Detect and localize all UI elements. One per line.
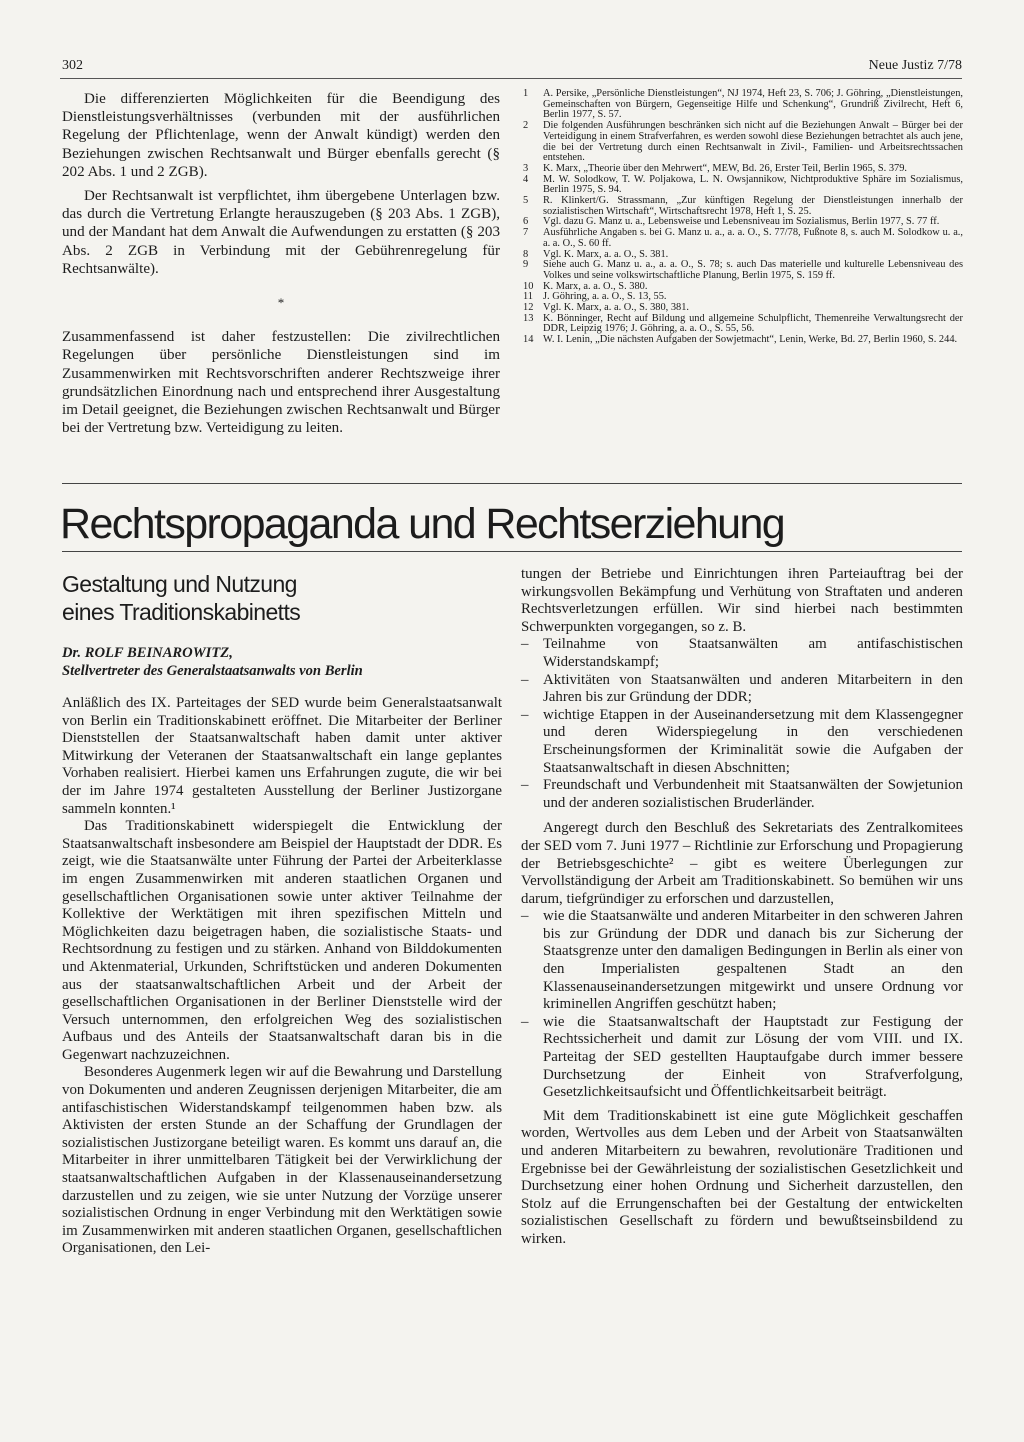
article-right-column (521, 566, 963, 1249)
footnote-text: R. Klinkert/G. Strassmann, „Zur künftigen Regelung der Dienstleistungen innerhalb der sozialistischen Wirtschaft“, Wirtschaftsrecht 1978, Heft 1, S. 25. (543, 195, 963, 217)
footnote-number: 3 (523, 162, 529, 174)
footnote-number: 10 (523, 280, 534, 292)
footnote-text: K. Marx, „Theorie über den Mehrwert“, MEW, Bd. 26, Erster Teil, Berlin 1965, S. 379. (543, 162, 908, 174)
footnote-number: 1 (523, 88, 529, 99)
paragraph: Angeregt durch den Beschluß des Sekretariats des Zentralkomitees der SED vom 7. Juni 1977 – Richtlinie zur Erforschung und Propagierung der Betriebsgeschichte² – gibt es weitere Überlegungen zur Vervollständigung der Arbeit am Traditionskabinett. So bemühen wir uns darum, tiefgründiger zu erforschen und darzustellen, (521, 820, 963, 907)
section-rule-top (62, 483, 962, 484)
footnote-number: 13 (523, 312, 534, 324)
list-item (521, 1014, 963, 1102)
footnotes (523, 89, 963, 346)
footnote-text: Die folgenden Ausführungen beschränken sich nicht auf die Beziehungen Anwalt – Bürger bei der Verteidigung in einem Strafverfahren, es werden sowohl diese Beziehungen betrachtet als auch jene, die bei der Vertretung durch einen Rechtsanwalt in Zivil-, Familien- und Arbeitsrechtssachen entstehen. (543, 120, 963, 164)
section-title: Rechtspropaganda und Rechtserziehung (60, 500, 785, 548)
footnote-number: 11 (523, 291, 534, 303)
section-rule-bottom (62, 551, 962, 552)
list-item-text: wie die Staatsanwälte und anderen Mitarbeiter in den schweren Jahren bis zur Gründung der DDR und danach bis zur Sicherung der Staatsgrenze unter den damaligen Bedingungen in Berlin als einer von den Imperialisten gespaltenen Stadt an den Klassenauseinandersetzungen mitgewirkt und unsere Ordnung vor kriminellen Angriffen geschützt haben; (543, 908, 963, 1013)
footnote-text: Vgl. K. Marx, a. a. O., S. 381. (543, 248, 669, 260)
footnote-text: Siehe auch G. Manz u. a., a. a. O., S. 78; s. auch Das materielle und kulturelle Lebensniveau des Volkes und seine volkswirtschaftliche Planung, Berlin 1975, S. 159 ff. (543, 259, 963, 281)
footnote-text: K. Marx, a. a. O., S. 380. (543, 280, 648, 292)
list-item (521, 672, 963, 707)
list-dash: – (521, 636, 529, 653)
list-dash: – (521, 908, 529, 925)
footnote (523, 314, 963, 335)
footnote-text: W. I. Lenin, „Die nächsten Aufgaben der Sowjetmacht“, Lenin, Werke, Bd. 27, Berlin 1960, S. 244. (543, 334, 958, 346)
list-dash: – (521, 1013, 529, 1030)
list-dash: – (521, 777, 529, 794)
conclusion-paragraph: Zusammenfassend ist daher festzustellen: Die zivilrechtlichen Regelungen über persönliche Dienstleistungen sind im Zusammenwirken mit Rechtsvorschriften anderer Rechtszweige ihrer grundsätzlichen Einordnung nach und entsprechend ihrer Ausgestaltung im Detail geeignet, die Beziehungen zwischen Rechtsanwalt und Bürger bei der Vertretung bzw. Verteidigung zu leiten. (62, 329, 500, 437)
header-rule (60, 78, 962, 79)
section-separator: * (277, 295, 285, 311)
list-item-text: Aktivitäten von Staatsanwälten und anderen Mitarbeitern in den Jahren bis zur Gründung der DDR; (543, 671, 963, 706)
article-header (62, 570, 502, 680)
footnote-number: 4 (523, 173, 529, 185)
footnote-text: M. W. Solodkow, T. W. Poljakowa, L. N. Owsjannikow, Nichtproduktive Sphäre im Sozialismus, Berlin 1975, S. 94. (543, 173, 963, 196)
article-title-continued: eines Traditionskabinetts (62, 599, 301, 625)
footnote-number: 6 (523, 216, 529, 228)
list-item (521, 636, 963, 671)
footnote (523, 260, 963, 281)
list-item-text: wichtige Etappen in der Auseinandersetzung mit dem Klassengegner und deren Widerspiegelung in den verschiedenen Erscheinungsformen der Kriminalität sowie die Aufgaben der Staatsanwaltschaft in diesen Abschnitten; (543, 706, 963, 776)
footnote (523, 175, 963, 196)
footnote-number: 2 (523, 120, 529, 132)
footnote-text: K. Bönninger, Recht auf Bildung und allgemeine Schulpflicht, Themenreihe Verwaltungsrecht der DDR, Leipzig 1976; J. Göhring, a. a. O., S. 55, 56. (543, 312, 963, 335)
list-item-text: Teilnahme von Staatsanwälten am antifaschistischen Widerstandskampf; (543, 636, 963, 670)
list-item (521, 707, 963, 777)
footnote-number: 7 (523, 227, 529, 239)
top-left-column (62, 90, 500, 437)
list-dash: – (521, 671, 529, 688)
paragraph: Besonderes Augenmerk legen wir auf die Bewahrung und Darstellung von Dokumenten und anderen Zeugnissen derjenigen Mitarbeiter, die am antifaschistischen Widerstandskampf teilgenommen haben bzw. als Aktivisten der ersten Stunde an der Schaffung der Grundlagen der sozialistischen Justizorgane beteiligt waren. Es kommt uns darauf an, die Mitarbeiter in ihrer unmittelbaren Tätigkeit bei der Verwirklichung der staatsanwaltschaftlichen Aufgaben in der Klassenauseinandersetzung darzustellen und zu zeigen, wie sie unter Nutzung der Vorzüge unserer sozialistischen Ordnung in enger Verbindung mit den Werktätigen sowie im Zusammenwirken mit anderen staatlichen Organen, gesellschaftlichen Organisationen, den Lei- (62, 1064, 502, 1257)
footnote (523, 196, 963, 217)
list-item-text: wie die Staatsanwaltschaft der Hauptstadt zur Festigung der Rechtssicherheit und damit zur Lösung der vom VIII. und IX. Parteitag der SED gestellten Hauptaufgabe durch immer bessere Durchsetzung der Einheit von Strafverfolgung, Gesetzlichkeitsaufsicht und Öffentlichkeitsarbeit beiträgt. (543, 1013, 963, 1101)
paragraph: tungen der Betriebe und Einrichtungen ihren Parteiauftrag bei der wirkungsvollen Bekämpfung und Verhütung von Straftaten und anderen Rechtsverletzungen erfüllen. Wir sind hierbei nach bestimmten Schwerpunkten vorgegangen, so z. B. (521, 566, 963, 635)
footnote-number: 9 (523, 259, 529, 271)
list-item (521, 908, 963, 1014)
footnote-text: J. Göhring, a. a. O., S. 13, 55. (543, 291, 667, 303)
list-dash: – (521, 706, 529, 723)
list-item-text: Freundschaft und Verbundenheit mit Staatsanwälten der Sowjetunion und der anderen sozialistischen Bruderländer. (543, 777, 963, 811)
footnote (523, 228, 963, 249)
footnote (523, 335, 963, 346)
footnote-text: Ausführliche Angaben s. bei G. Manz u. a., a. a. O., S. 77/78, Fußnote 8, s. auch M. Solodkow u. a., a. a. O., S. 60 ff. (543, 227, 963, 249)
paragraph: Der Rechtsanwalt ist verpflichtet, ihm übergebene Unterlagen bzw. das durch die Vertretung Erlangte herauszugeben (§ 203 Abs. 1 ZGB), und der Mandant hat dem Anwalt die Aufwendungen zu erstatten (§ 203 Abs. 2 ZGB in Verbindung mit der Gebührenregelung für Rechtsanwälte). (62, 188, 500, 277)
footnote-number: 14 (523, 334, 534, 346)
footnote-text: A. Persike, „Persönliche Dienstleistungen“, NJ 1974, Heft 23, S. 706; J. Göhring, „Dienstleistungen, Gemeinschaften von Bürgern, Gegenseitige Hilfe und Schenkung“, Grundriß Zivilrecht, Heft 6, Berlin 1977, S. 57. (543, 88, 963, 121)
journal-issue: Neue Justiz 7/78 (868, 58, 962, 73)
footnote-number: 5 (523, 195, 529, 207)
footnote-number: 8 (523, 248, 529, 260)
article-title: Gestaltung und Nutzung (62, 571, 297, 597)
footnote-number: 12 (523, 302, 534, 314)
list-item (521, 777, 963, 812)
paragraph: Das Traditionskabinett widerspiegelt die Entwicklung der Staatsanwaltschaft insbesondere am Beispiel der Hauptstadt der DDR. Es zeigt, wie die Staatsanwälte unter Führung der Partei der Arbeiterklasse im engen Zusammenwirken mit anderen staatlichen Organen und gesellschaftlichen Organisationen sowie unter aktiver Teilnahme der Kollektive der Werktätigen mit ihren spezifischen Mitteln und Möglichkeiten dazu beigetragen haben, die sozialistische Staats- und Rechtsordnung zu festigen und zu stärken. Anhand von Bilddokumenten und Aktenmaterial, Urkunden, Schriftstücken und anderen Dokumenten aus der staatsanwaltschaftlichen Arbeit und der Arbeit der gesellschaftlichen Organisationen in der Berliner Dienststelle wird der Versuch unternommen, den erfolgreichen Weg des sozialistischen Aufbaus und des Anteils der Staatsanwaltschaft daran bis in die Gegenwart nachzuzeichnen. (62, 818, 502, 1063)
paragraph: Anläßlich des IX. Parteitages der SED wurde beim Generalstaatsanwalt von Berlin ein Traditionskabinett eröffnet. Die Mitarbeiter der Berliner Dienststellen der Staatsanwaltschaft haben damit unter aktiver Mitwirkung der Veteranen der Staatsanwaltschaft ein lange geplantes Vorhaben realisiert. Hierbei kamen uns Erfahrungen zugute, die wir bei der im Jahre 1974 gestalteten Ausstellung der Berliner Justizorgane sammeln konnten.¹ (62, 695, 502, 817)
footnote (523, 89, 963, 121)
footnote-text: Vgl. dazu G. Manz u. a., Lebensweise und Lebensniveau im Sozialismus, Berlin 1977, S. 77 ff. (543, 216, 940, 228)
paragraph: Die differenzierten Möglichkeiten für die Beendigung des Dienstleistungsverhältnisses (verbunden mit der ausführlichen Regelung der Pflichtenlage, wenn der Anwalt kündigt) werden den Beziehungen zwischen Rechtsanwalt und Bürger ebenfalls gerecht (§ 202 Abs. 1 und 2 ZGB). (62, 91, 500, 180)
author-name: Dr. ROLF BEINAROWITZ, (62, 645, 233, 661)
article-left-column (62, 695, 502, 1258)
page-number: 302 (62, 58, 83, 73)
paragraph: Mit dem Traditionskabinett ist eine gute Möglichkeit geschaffen worden, Wertvolles aus dem Leben und der Arbeit von Staatsanwälten und anderen Mitarbeitern zu bewahren, revolutionäre Traditionen und Ergebnisse bei der Gewährleistung der sozialistischen Gesetzlichkeit und Durchsetzung einer hohen Ordnung und Sicherheit darzustellen, den Stolz auf die Errungenschaften bei der Gestaltung der entwickelten sozialistischen Gesellschaft zu fördern und bewußtseinsbildend zu wirken. (521, 1107, 963, 1247)
author-role: Stellvertreter des Generalstaatsanwalts von Berlin (62, 663, 363, 679)
footnote-text: Vgl. K. Marx, a. a. O., S. 380, 381. (543, 302, 690, 314)
footnote (523, 121, 963, 164)
